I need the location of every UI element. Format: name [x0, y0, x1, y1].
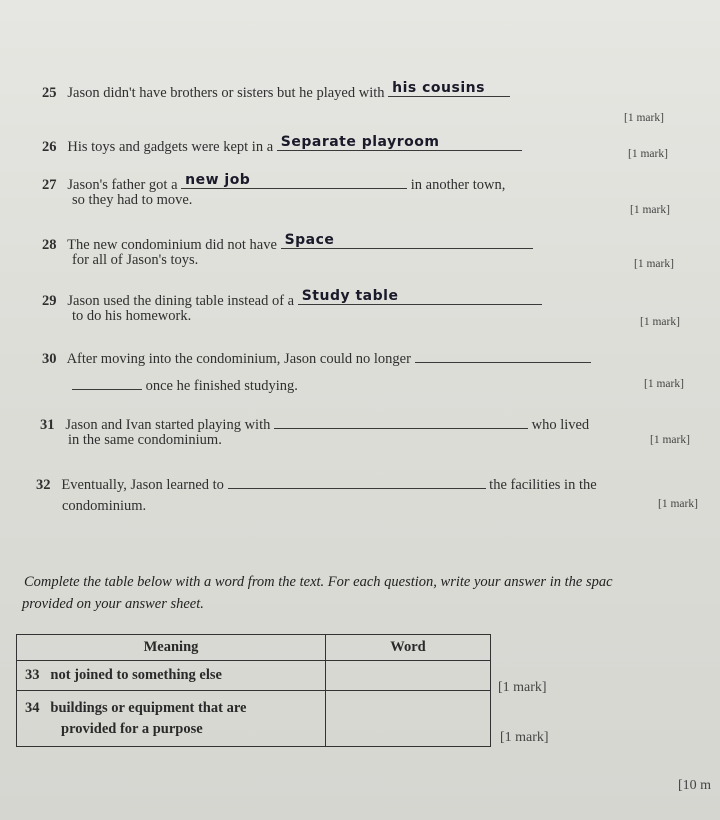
question-text-line2: for all of Jason's toys.	[72, 252, 199, 268]
question-text-line2: condominium.	[62, 498, 147, 514]
question-text: His toys and gadgets were kept in a	[67, 139, 274, 155]
handwritten-answer: Space	[284, 232, 335, 248]
question-number: 25	[42, 85, 57, 101]
question-text: Jason used the dining table instead of a	[67, 293, 295, 309]
row-number: 34	[25, 700, 40, 717]
question-30	[42, 348, 591, 368]
question-number: 32	[36, 477, 51, 493]
meaning-text: not joined to something else	[50, 667, 222, 683]
question-text-after: the facilities in the	[489, 477, 597, 493]
question-text-line2: to do his homework.	[72, 308, 192, 324]
question-text-after: in another town,	[410, 177, 506, 193]
table-row	[17, 691, 491, 747]
handwritten-answer: Study table	[301, 288, 399, 304]
header-meaning: Meaning	[17, 635, 326, 661]
answer-blank[interactable]	[274, 414, 528, 429]
question-30-line2	[72, 375, 298, 395]
question-number: 26	[42, 139, 57, 155]
question-text: Jason's father got a	[67, 177, 178, 193]
mark-label: [1 mark]	[644, 378, 684, 390]
table-mark-34: [1 mark]	[500, 730, 549, 745]
meaning-cell	[17, 691, 326, 747]
question-text: Eventually, Jason learned to	[61, 477, 224, 493]
total-mark: [10 m	[678, 778, 712, 793]
handwritten-answer: Separate playroom	[280, 134, 440, 150]
meaning-cell	[17, 661, 326, 691]
question-text-after: who lived	[531, 417, 590, 433]
question-31	[40, 414, 589, 434]
question-number: 28	[42, 237, 57, 253]
question-text: Jason and Ivan started playing with	[65, 417, 271, 433]
question-28	[42, 234, 533, 254]
mark-label: [1 mark]	[630, 204, 670, 216]
row-number: 33	[25, 667, 40, 683]
question-text: After moving into the condominium, Jason could no longer	[66, 351, 411, 367]
answer-blank[interactable]	[228, 474, 486, 489]
question-number: 30	[42, 351, 57, 367]
question-number: 27	[42, 177, 57, 193]
handwritten-answer: his cousins	[392, 80, 485, 96]
vocabulary-table	[16, 634, 491, 747]
mark-label: [1 mark]	[628, 148, 668, 160]
instruction-line1: Complete the table below with a word from the text. For each question, write your answer in the spac	[24, 574, 613, 590]
word-answer-cell[interactable]	[326, 661, 491, 691]
table-row	[17, 661, 491, 691]
answer-blank[interactable]	[281, 234, 533, 249]
mark-label: [1 mark]	[634, 258, 674, 270]
question-32	[36, 474, 597, 494]
table-mark-33: [1 mark]	[498, 680, 547, 695]
answer-blank[interactable]	[388, 82, 510, 97]
meaning-text: buildings or equipment that are	[50, 700, 247, 717]
question-text-line2: once he finished studying.	[145, 378, 298, 394]
answer-blank-continued[interactable]	[72, 375, 142, 390]
mark-label: [1 mark]	[658, 498, 698, 510]
header-word: Word	[326, 635, 491, 661]
answer-blank[interactable]	[277, 136, 522, 151]
answer-blank[interactable]	[298, 290, 542, 305]
question-26	[42, 136, 522, 156]
question-25	[42, 82, 510, 102]
question-number: 29	[42, 293, 57, 309]
question-text-line2: so they had to move.	[72, 192, 193, 208]
question-text: Jason didn't have brothers or sisters but he played with	[67, 85, 385, 101]
instruction-line2: provided on your answer sheet.	[22, 596, 204, 612]
question-27	[42, 174, 505, 194]
question-29	[42, 290, 542, 310]
question-text-line2: in the same condominium.	[68, 432, 222, 448]
question-text: The new condominium did not have	[67, 237, 277, 253]
handwritten-answer: new job	[185, 172, 251, 188]
word-answer-cell[interactable]	[326, 691, 491, 747]
table-header-row	[17, 635, 491, 661]
answer-blank[interactable]	[181, 174, 407, 189]
mark-label: [1 mark]	[650, 434, 690, 446]
question-number: 31	[40, 417, 55, 433]
meaning-text-line2: provided for a purpose	[61, 720, 203, 737]
mark-label: [1 mark]	[640, 316, 680, 328]
mark-label: [1 mark]	[624, 112, 664, 124]
answer-blank[interactable]	[415, 348, 591, 363]
